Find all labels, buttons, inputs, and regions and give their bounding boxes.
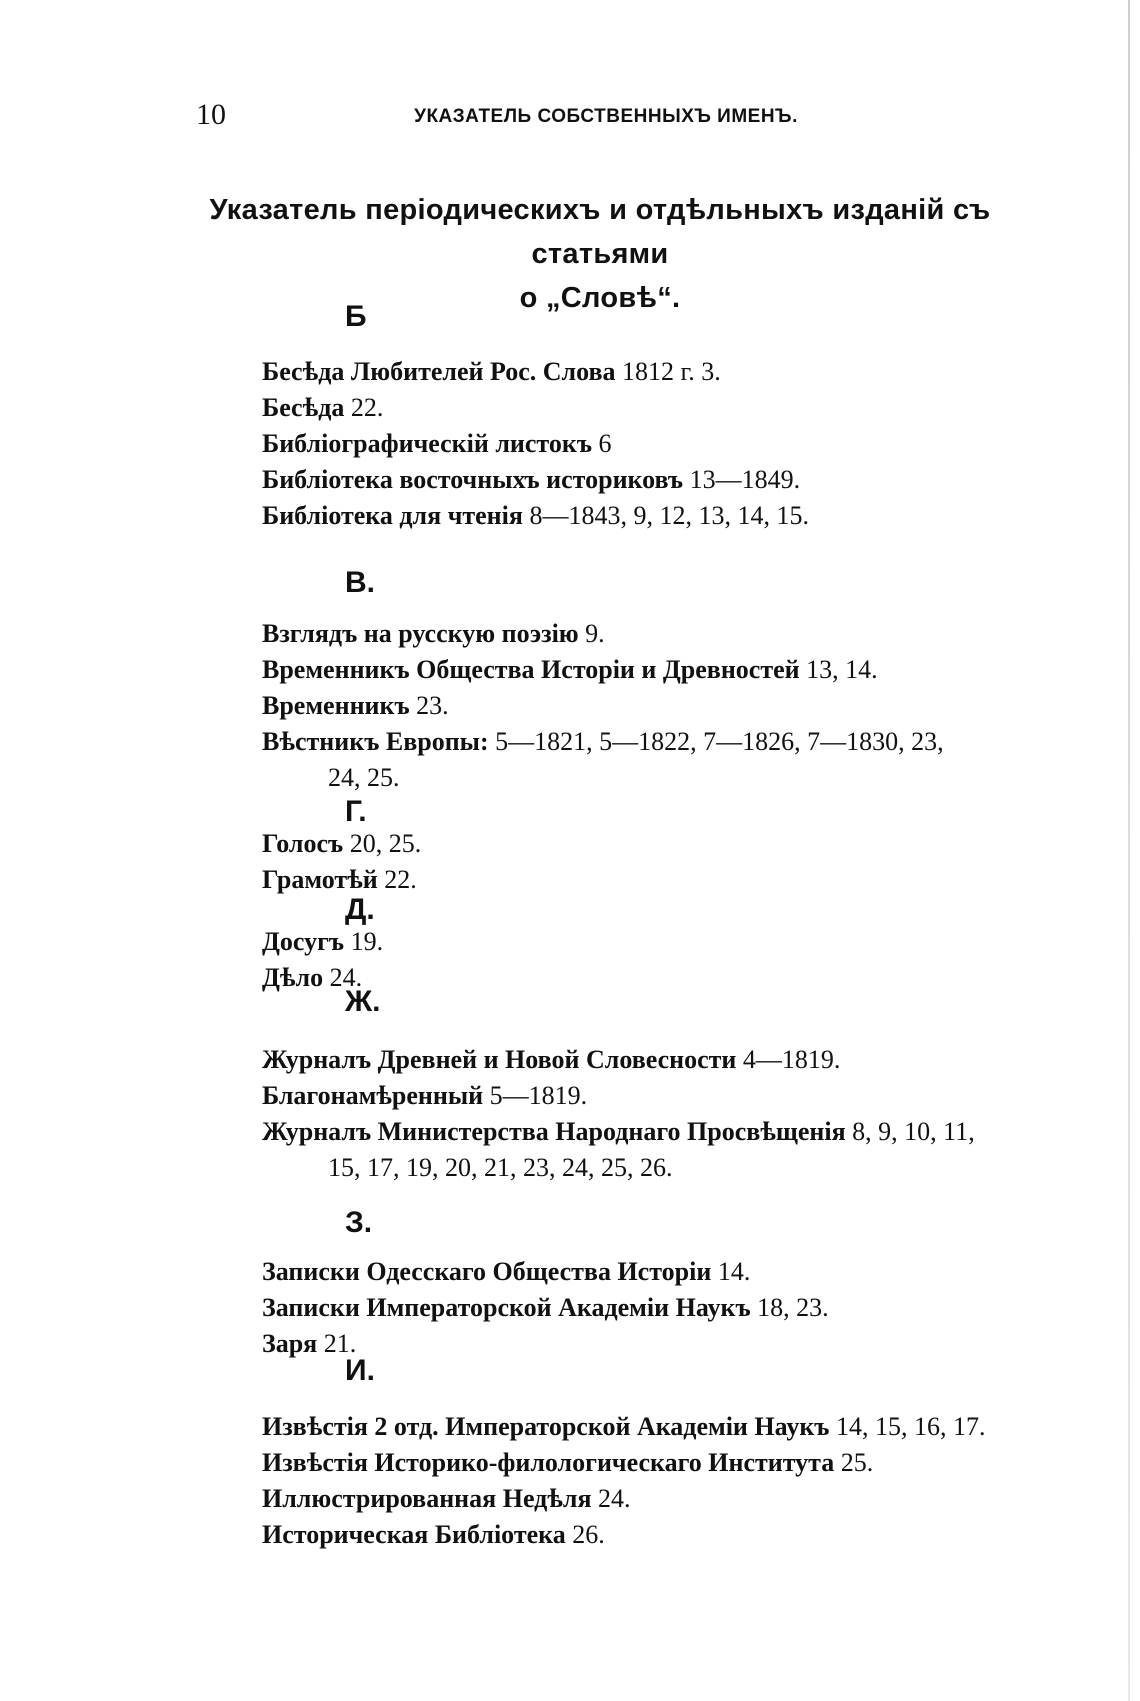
entry-name: Голосъ: [262, 829, 344, 858]
entry-refs: 23.: [416, 691, 449, 720]
section-zh: [262, 1042, 1082, 1186]
entry-refs: 22.: [350, 393, 384, 422]
page-title: [150, 188, 1050, 320]
entry-name: Извѣстія 2 отд. Императорской Академіи Наукъ: [262, 1412, 830, 1441]
index-entry: [262, 426, 1082, 462]
index-entry: [262, 862, 1082, 898]
index-entry: [262, 1114, 1082, 1150]
index-entry: [262, 1445, 1082, 1481]
section-letter-i: И.: [345, 1354, 375, 1387]
entry-refs: 9.: [585, 619, 605, 648]
running-head: [196, 98, 1016, 138]
entry-refs: 26.: [572, 1520, 605, 1549]
entry-name: Вѣстникъ Европы:: [262, 727, 489, 756]
section-z: [262, 1254, 1082, 1362]
section-d: [262, 924, 1082, 996]
section-letter-z: З.: [345, 1206, 373, 1239]
entry-name: Извѣстія Историко-филологическаго Института: [262, 1448, 835, 1477]
entry-refs: 22.: [384, 865, 417, 894]
page-title-line1: Указатель періодическихъ и отдѣльныхъ изданій съ статьями: [209, 194, 991, 270]
entry-name: Журналъ Министерства Народнаго Просвѣщенія: [262, 1117, 846, 1146]
entry-refs: 14, 15, 16, 17.: [835, 1412, 986, 1441]
index-entry: [262, 616, 1082, 652]
entry-refs: 8, 9, 10, 11,: [852, 1117, 975, 1146]
section-g: [262, 826, 1082, 898]
section-letter-d: Д.: [345, 893, 375, 926]
index-entry: [262, 1042, 1082, 1078]
entry-refs: 1812 г. 3.: [622, 357, 721, 386]
entry-refs: 6: [598, 429, 612, 458]
entry-refs: 24.: [329, 963, 363, 992]
index-entry: [262, 826, 1082, 862]
entry-refs: 5—1819.: [489, 1081, 588, 1110]
page-title-line2: о „Словѣ“.: [519, 282, 681, 314]
section-letter-b: Б: [345, 300, 367, 333]
section-letter-v: В.: [345, 566, 375, 599]
entry-refs: 14.: [717, 1257, 751, 1286]
entry-refs: 24.: [598, 1484, 631, 1513]
entry-refs: 25.: [840, 1448, 874, 1477]
entry-refs: 13, 14.: [806, 655, 878, 684]
index-entry: [262, 960, 1082, 996]
entry-name: Заря: [262, 1329, 318, 1358]
index-entry: [262, 1481, 1082, 1517]
entry-name: Библіографическій листокъ: [262, 429, 592, 458]
entry-name: Благонамѣренный: [262, 1081, 484, 1110]
entry-name: Журналъ Древней и Новой Словесности: [262, 1045, 737, 1074]
section-v: [262, 616, 1082, 796]
entry-refs: 19.: [350, 927, 384, 956]
index-entry: [262, 1517, 1082, 1553]
entry-refs: 21.: [323, 1329, 357, 1358]
section-i: [262, 1409, 1082, 1553]
entry-refs: 4—1819.: [742, 1045, 841, 1074]
entry-name: Бесѣда: [262, 393, 345, 422]
entry-name: Историческая Библіотека: [262, 1520, 566, 1549]
running-title: УКАЗАТЕЛЬ СОБСТВЕННЫХЪ ИМЕНЪ.: [414, 106, 798, 127]
entry-name: Дѣло: [262, 963, 324, 992]
section-b: [262, 354, 1082, 534]
entry-refs: 5—1821, 5—1822, 7—1826, 7—1830, 23,: [495, 727, 944, 756]
entry-name: Записки Одесскаго Общества Исторіи: [262, 1257, 712, 1286]
index-entry: [262, 688, 1082, 724]
section-letter-zh: Ж.: [345, 985, 381, 1018]
entry-name: Грамотѣй: [262, 865, 378, 894]
index-entry: [262, 924, 1082, 960]
index-entry: [262, 354, 1082, 390]
entry-name: Библіотека для чтенія: [262, 501, 523, 530]
index-entry: [262, 498, 1082, 534]
index-entry: [262, 1326, 1082, 1362]
entry-name: Временникъ: [262, 691, 410, 720]
page-number: 10: [196, 98, 226, 131]
entry-refs: 8—1843, 9, 12, 13, 14, 15.: [529, 501, 809, 530]
index-entry: [262, 1409, 1082, 1445]
entry-refs: 18, 23.: [757, 1293, 829, 1322]
entry-refs: 13—1849.: [689, 465, 801, 494]
entry-name: Бесѣда Любителей Рос. Слова: [262, 357, 616, 386]
entry-name: Досугъ: [262, 927, 345, 956]
index-entry: [262, 724, 1082, 760]
index-entry: [262, 1290, 1082, 1326]
index-entry-continuation: 24, 25.: [328, 763, 400, 792]
index-entry: [262, 1078, 1082, 1114]
index-entry-continuation: 15, 17, 19, 20, 21, 23, 24, 25, 26.: [328, 1153, 673, 1182]
entry-name: Временникъ Общества Исторіи и Древностей: [262, 655, 800, 684]
index-entry: [262, 1254, 1082, 1290]
entry-refs: 20, 25.: [349, 829, 422, 858]
index-entry: [262, 390, 1082, 426]
index-entry: [262, 652, 1082, 688]
scan-edge-line: [1128, 0, 1130, 1701]
index-entry: [262, 462, 1082, 498]
section-letter-g: Г.: [345, 795, 367, 828]
entry-name: Библіотека восточныхъ историковъ: [262, 465, 684, 494]
entry-name: Взглядъ на русскую поэзію: [262, 619, 579, 648]
entry-name: Иллюстрированная Недѣля: [262, 1484, 592, 1513]
entry-name: Записки Императорской Академіи Наукъ: [262, 1293, 751, 1322]
